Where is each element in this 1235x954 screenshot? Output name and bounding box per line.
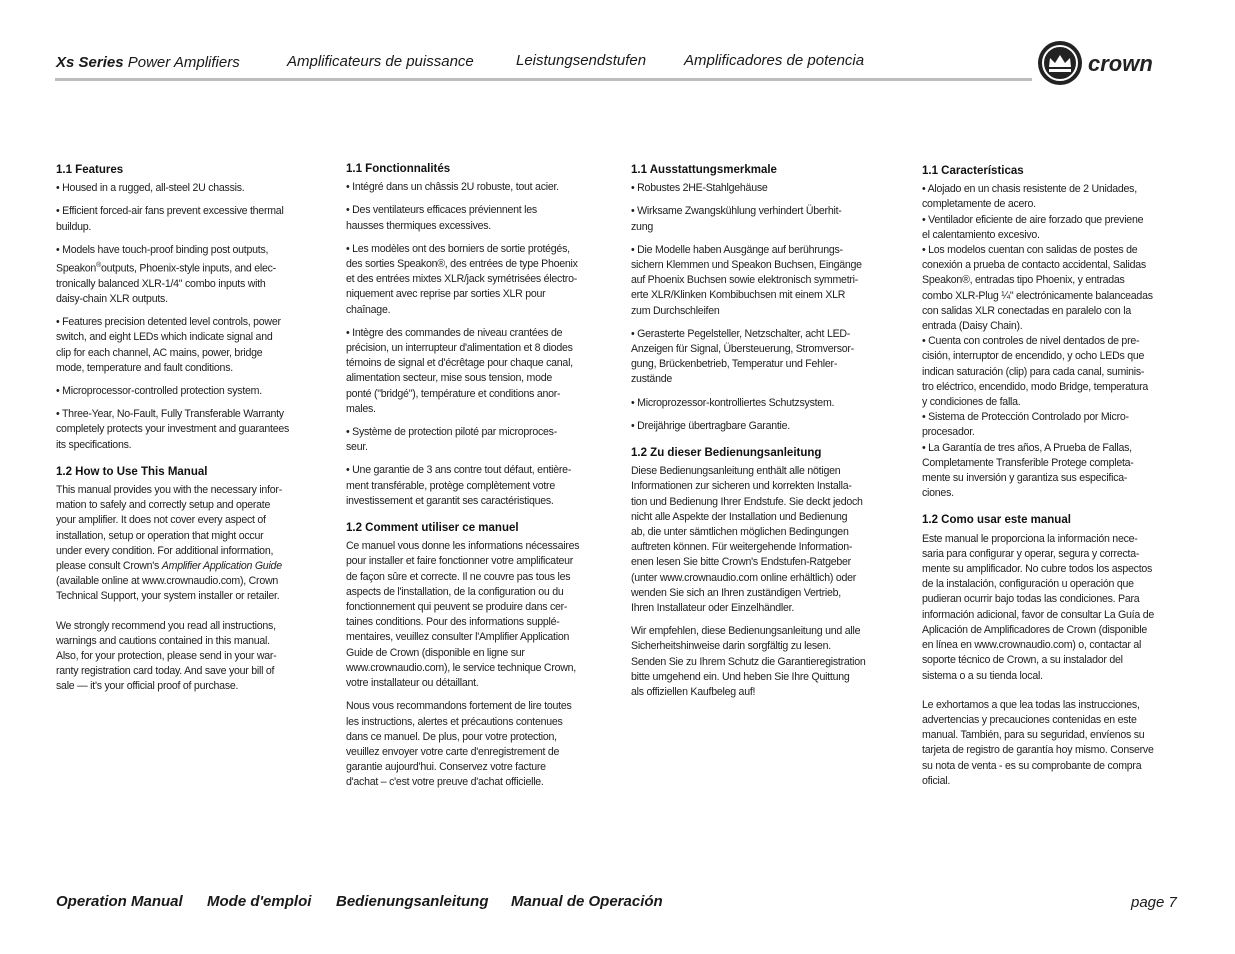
body-paragraph: Le exhortamos a que lea todas las instrucciones, advertencias y precauciones contenidas en este manual. También, para su seguridad, envíenos su tarjeta de registro de garantía hoy mismo. Conserve su nota de venta - es su comprobante de compra oficial. [922,698,1154,787]
header-title-en-rest: Power Amplifiers [123,54,240,71]
feature-bullet: • Three-Year, No-Fault, Fully Transferable Warranty completely protects your investment and guarantees its specifications. [56,408,290,451]
series-name: Xs Series [56,54,124,71]
feature-bullet: • Une garantie de 3 ans contre tout défaut, entière- ment transférable, protège complètement votre investissement et garantit ses caractéristiques. [346,464,572,507]
feature-bullet: • Housed in a rugged, all-steel 2U chassis. [56,182,245,195]
feature-bullet: • Des ventilateurs efficaces préviennent les hausses thermiques excessives. [346,204,537,232]
feature-bullet: • Ventilador eficiente de aire forzado que previene el calentamiento excesivo. [922,213,1144,241]
feature-bullet: • Sistema de Protección Controlado por Micro- procesador. [922,411,1129,439]
guide-title: Amplifier Application Guide [161,560,282,572]
footer-title-fr: Mode d'emploi [207,893,312,910]
column-english [56,163,296,703]
column-french [346,162,586,799]
section-heading: 1.1 Características [922,165,1024,177]
feature-bullet: • Système de protection piloté par microproces- seur. [346,426,557,454]
feature-bullet: • Cuenta con controles de nivel dentados de pre- cisión, interruptor de encendido, y ocho LEDs que indican saturación (clip) para cada canal, suminis- tro eléctrico, encendido, modo Bridge, temperatura y condiciones de falla. [922,335,1148,409]
feature-bullet: • Wirksame Zwangskühlung verhindert Überhit- zung [631,205,842,233]
feature-bullet: • Dreijährige übertragbare Garantie. [631,419,790,432]
feature-bullet: • Gerasterte Pegelsteller, Netzschalter, acht LED- Anzeigen für Signal, Übersteuerung, Stromversor- gung, Brückenbetrieb, Temperatur und Fehler- zustände [631,327,854,386]
header-title-fr: Amplificateurs de puissance [287,53,474,70]
body-paragraph: Ce manuel vous donne les informations nécessaires pour installer et faire fonctionner votre amplificateur de façon sûre et correcte. Il ne couvre pas tous les aspects de l'installation, de la configuration ou du fonctionnement qui peuvent se produire dans cer- taines conditions. Pour des informations supplé- mentaires, veuillez consulter l'Amplifier Application Guide de Crown (disponible en ligne sur www.crownaudio.com), le service technique Crown, votre installateur ou détaillant. [346,540,580,690]
feature-bullet: • Robustes 2HE-Stahlgehäuse [631,182,768,195]
body-paragraph: Nous vous recommandons fortement de lire toutes les instructions, alertes et précautions contenues dans ce manuel. De plus, pour votre protection, veuillez envoyer votre carte d'enregistrement de garantie aujourd'hui. Conservez votre facture d'achat – c'est votre preuve d'achat officielle. [346,700,572,789]
section-heading: 1.2 Comment utiliser ce manuel [346,522,519,535]
feature-bullet: • Los modelos cuentan con salidas de postes de conexión a prueba de contacto accidental, Salidas Speakon®, entradas tipo Phoenix, y entradas combo XLR-Plug ¼" electrónicamente balanceadas con salidas XLR conectadas en paralelo con la entrada (Daisy Chain). [922,244,1153,333]
section-heading: 1.2 Como usar este manual [922,514,1071,527]
feature-bullet: • Les modèles ont des borniers de sortie protégés, des sorties Speakon®, des entrées de type Phoenix et des entrées mixtes XLR/jack symétrisées électro- niquement avec reprise par sorties XLR pour chaînage. [346,242,578,316]
feature-bullet: • Features precision detented level controls, power switch, and eight LEDs which indicate signal and clip for each channel, AC mains, power, bridge mode, temperature and fault conditions. [56,316,281,374]
feature-bullet: • Die Modelle haben Ausgänge auf berührungs- sichern Klemmen und Speakon Buchsen, Eingänge auf Phoenix Buchsen sowie elektronisch symmetri- erte XLR/Klinken Kombibuchsen mit einem XLR zum Durchschleifen [631,243,862,317]
paragraph-text: This manual provides you with the necessary infor- mation to safely and correctly setup and operate your amplifier. It does not cover every aspect of installation, setup or operation that might occur under every condition. For additional information, please consult Crown's [56,483,282,572]
body-paragraph: Diese Bedienungsanleitung enthält alle nötigen Informationen zur sicheren und korrekten Installa- tion und Bedienung Ihrer Endstufe. Sie deckt jedoch nicht alle Aspekte der Installation und Bedienung ab, die unter sämtlichen möglichen Bedingungen auftreten können. Für weitergehende Information- enen lesen Sie bitte Crown's Endstufen-Ratgeber (unter www.crownaudio.com online erhältlich) oder wenden Sie sich an Ihren zuständigen Vertrieb, Ihren Installateur oder Einzelhändler. [631,465,863,615]
footer-title-de: Bedienungsanleitung [336,893,489,910]
column-german [631,163,876,708]
paragraph-text: (available online at www.crownaudio.com), Crown Technical Support, your system installer or retailer. [56,575,280,603]
section-heading: 1.1 Features [56,164,124,176]
body-paragraph: Wir empfehlen, diese Bedienungsanleitung und alle Sicherheitshinweise darin sorgfältig zu lesen. Senden Sie zu Ihrem Schutz die Garantieregistration bitte umgehend ein. Und heben Sie Ihre Quittung als offiziellen Kaufbeleg auf! [631,625,866,699]
crown-logo [1036,38,1186,88]
feature-text: • Models have touch-proof binding post outputs, Speakon [56,243,269,275]
logo-wordmark: crown [1088,51,1153,76]
footer-title-en: Operation Manual [56,893,183,910]
column-spanish [922,164,1167,797]
feature-bullet: • Efficient forced-air fans prevent excessive thermal buildup. [56,205,284,233]
header-title-en [56,54,240,71]
feature-bullet: • Microprocessor-controlled protection system. [56,384,262,397]
feature-bullet: • La Garantía de tres años, A Prueba de Fallas, Completamente Transferible Protege completa- mente su inversión y garantiza sus especifica- ciones. [922,441,1134,500]
footer-title-es: Manual de Operación [511,893,663,910]
header-title-de: Leistungsendstufen [516,52,647,69]
section-heading: 1.1 Ausstattungsmerkmale [631,164,777,176]
header-title-es: Amplificadores de potencia [684,52,865,69]
body-paragraph [56,483,296,605]
registered-mark: ® [96,262,101,270]
body-paragraph: Este manual le proporciona la información nece- saria para configurar y operar, segura y correcta- mente su amplificador. No cubre todos los aspectos de la instalación, configuración u operación que pudieran ocurrir bajo todas las condiciones. Para información adicional, favor de consultar La Guía de Aplicación de Amplificadores de Crown (disponible en línea en www.crownaudio.com) o, contactar al soporte técnico de Crown, a su instalador del sistema o a su tienda local. [922,532,1154,682]
page-number: page 7 [1131,894,1177,911]
feature-bullet: • Alojado en un chasis resistente de 2 Unidades, completamente de acero. [922,183,1137,211]
section-heading: 1.2 Zu dieser Bedienungsanleitung [631,447,822,460]
header-divider [55,78,1032,81]
feature-bullet [56,243,296,307]
feature-text: outputs, Phoenix-style inputs, and elec- tronically balanced XLR-1/4" combo inputs with daisy-chain XLR outputs. [56,262,276,305]
section-heading: 1.1 Fonctionnalités [346,163,451,175]
section-heading: 1.2 How to Use This Manual [56,465,208,478]
feature-bullet: • Intégré dans un châssis 2U robuste, tout acier. [346,181,559,194]
body-paragraph: We strongly recommend you read all instructions, warnings and cautions contained in this manual. Also, for your protection, please send in your war- ranty registration card today. And save your bill of sale — it's your official proof of purchase. [56,619,277,693]
feature-bullet: • Intègre des commandes de niveau crantées de précision, un interrupteur d'alimentation et 8 diodes témoins de signal et d'écrêtage pour chaque canal, alimentation secteur, mise sous tension, mode ponté ("bridgé"), température et conditions anor- males. [346,326,573,415]
feature-bullet: • Microprozessor-kontrolliertes Schutzsystem. [631,396,835,409]
